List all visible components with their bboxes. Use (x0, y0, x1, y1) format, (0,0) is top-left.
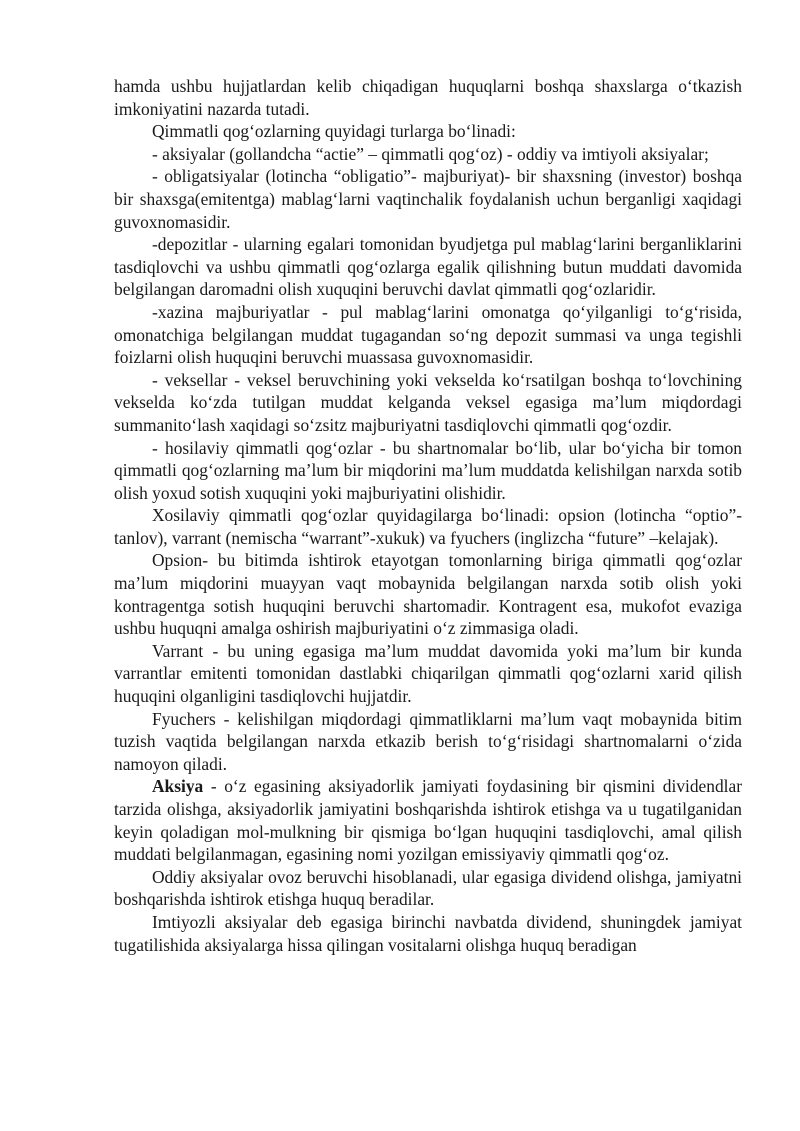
paragraph-1: hamda ushbu hujjatlardan kelib chiqadigan huquqlarni boshqa shaxslarga o‘tkazish imkoniyatini nazarda tutadi. (114, 76, 742, 119)
paragraph-5: -depozitlar - ularning egalari tomonidan byudjetga pul mablag‘larini berganliklarini tasdiqlovchi va ushbu qimmatli qog‘ozlarga egalik qilishning butun muddati davomida belgilangan daromadni olish xuquqini beruvchi davlat qimmatli qog‘ozlaridir. (114, 234, 742, 300)
paragraph-4: - obligatsiyalar (lotincha “obligatio”- majburiyat)- bir shaxsning (investor) boshqa bir shaxsga(emitentga) mablag‘larni vaqtinchalik foydalanish uchun berganligi xaqidagi guvoxnomasidir. (114, 166, 742, 232)
paragraph-10: Opsion- bu bitimda ishtirok etayotgan tomonlarning biriga qimmatli qog‘ozlar ma’lum miqdorini muayyan vaqt mobaynida belgilangan narxda sotib olish yoki kontragentga sotish huquqini beruvchi shartomadir. Kontragent esa, mukofot evaziga ushbu huquqni amalga oshirish majburiyatini o‘z zimmasiga oladi. (114, 550, 742, 639)
paragraph-13 (114, 775, 742, 865)
paragraph-2: Qimmatli qog‘ozlarning quyidagi turlarga bo‘linadi: (152, 121, 516, 142)
paragraph-14: Oddiy aksiyalar ovoz beruvchi hisoblanadi, ular egasiga dividend olishga, jamiyatni boshqarishda ishtirok etishga huquq beradilar. (114, 866, 742, 910)
paragraph-9: Xosilaviy qimmatli qog‘ozlar quyidagilarga bo‘linadi: opsion (lotincha “optio”-tanlov), varrant (nemischa “warrant”-xukuk) va fyuchers (inglizcha “future” –kelajak). (114, 505, 742, 548)
paragraph-13-text: - o‘z egasining aksiyadorlik jamiyati foydasining bir qismini dividendlar tarzida olishga, aksiyadorlik jamiyatini boshqarishda ishtirok etishga va u tugatilganidan keyin qoladigan mol-mulkning bir qismiga bo‘lgan huquqini tasdiqlovchi, amal qilish muddati belgilanmagan, egasining nomi yozilgan emissiyaviy qimmatli qog‘oz. (114, 776, 742, 865)
paragraph-6: -xazina majburiyatlar - pul mablag‘larini omonatga qo‘yilganligi to‘g‘risida, omonatchiga belgilangan muddat tugagandan so‘ng depozit summasi va unga tegishli foizlarni olish huquqini beruvchi muassasa guvoxnomasidir. (114, 301, 742, 368)
term-aksiya: Aksiya (152, 776, 204, 797)
document-page (114, 75, 742, 956)
paragraph-11: Varrant - bu uning egasiga ma’lum muddat davomida yoki ma’lum bir kunda varrantlar emitenti tomonidan dastlabki chiqarilgan qimmatli qog‘ozlarni xarid qilish huquqini olganligini tasdiqlovchi hujjatdir. (114, 640, 742, 707)
paragraph-8: - hosilaviy qimmatli qog‘ozlar - bu shartnomalar bo‘lib, ular bo‘yicha bir tomon qimmatli qog‘ozlarning ma’lum bir miqdorini ma’lum muddatda kelishilgan narxda sotib olish yoxud sotish xuquqini yoki majburiyatini olishidir. (114, 437, 742, 503)
paragraph-12: Fyuchers - kelishilgan miqdordagi qimmatliklarni ma’lum vaqt mobaynida bitim tuzish vaqtida belgilangan narxda etkazib berish to‘g‘risidagi shartnomalarni o‘zida namoyon qiladi. (114, 708, 742, 774)
paragraph-7: - veksellar - veksel beruvchining yoki vekselda ko‘rsatilgan boshqa to‘lovchining vekselda ko‘zda tutilgan muddat kelganda veksel egasiga ma’lum miqdordagi summanito‘lash xaqidagi so‘zsitz majburiyatni tasdiqlovchi qimmatli qog‘ozdir. (114, 369, 742, 435)
paragraph-15: Imtiyozli aksiyalar deb egasiga birinchi navbatda dividend, shuningdek jamiyat tugatilishida aksiyalarga hissa qilingan vositalarni olishga huquq beradigan (114, 911, 742, 955)
paragraph-3: - aksiyalar (gollandcha “actie” – qimmatli qog‘oz) - oddiy va imtiyoli aksiyalar; (152, 143, 709, 164)
